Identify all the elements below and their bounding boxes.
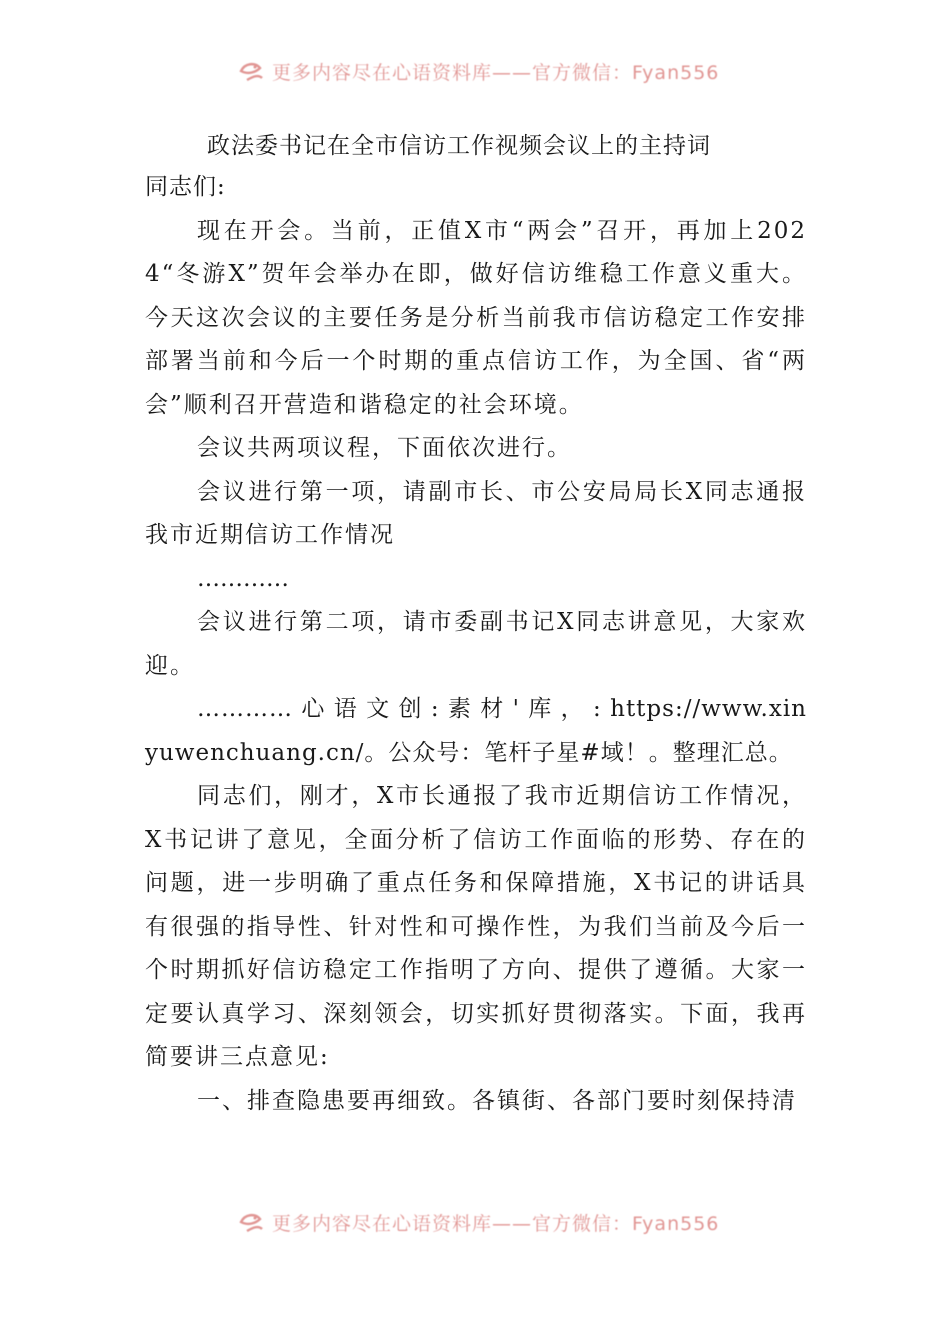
paragraph-ellipsis: ………… <box>197 565 289 592</box>
paragraph-agenda: 会议共两项议程，下面依次进行。 <box>197 435 572 461</box>
paragraph-source-note: ………… 心 语 文 创 : 素 材 ' 库 ， : https://www.xinyuwenchuang.cn/。公众号：笔杆子星#域！。整理汇总。 <box>145 696 807 766</box>
paragraph-point-one: 一、排查隐患要再细致。各镇街、各部门要时刻保持清 <box>197 1087 797 1114</box>
watermark-text: 更多内容尽在心语资料库——官方微信：Fyan556 <box>272 61 720 84</box>
watermark-text: 更多内容尽在心语资料库——官方微信：Fyan556 <box>272 1212 720 1235</box>
header-watermark <box>238 56 738 86</box>
fish-logo-icon <box>238 1209 264 1235</box>
salutation: 同志们: <box>145 174 226 200</box>
paragraph-item-two: 会议进行第二项，请市委副书记X同志讲意见，大家欢迎。 <box>145 609 807 679</box>
footer-watermark <box>238 1207 738 1237</box>
paragraph-opening: 现在开会。当前，正值X市“两会”召开，再加上2024“冬游X”贺年会举办在即，做好信访维稳工作意义重大。今天这次会议的主要任务是分析当前我市信访稳定工作安排部署当前和今后一个时期的重点信访工作，为全国、省“两会”顺利召开营造和谐稳定的社会环境。 <box>145 217 807 418</box>
document-title: 政法委书记在全市信访工作视频会议上的主持词 <box>207 133 711 159</box>
fish-logo-icon <box>238 58 264 84</box>
document-body <box>145 126 807 1123</box>
paragraph-item-one: 会议进行第一项，请副市长、市公安局局长X同志通报我市近期信访工作情况 <box>145 478 807 548</box>
paragraph-summary: 同志们，刚才，X市长通报了我市近期信访工作情况，X书记讲了意见，全面分析了信访工作面临的形势、存在的问题，进一步明确了重点任务和保障措施，X书记的讲话具有很强的指导性、针对性和可操作性，为我们当前及今后一个时期抓好信访稳定工作指明了方向、提供了遵循。大家一定要认真学习、深刻领会，切实抓好贯彻落实。下面，我再简要讲三点意见: <box>145 783 807 1070</box>
